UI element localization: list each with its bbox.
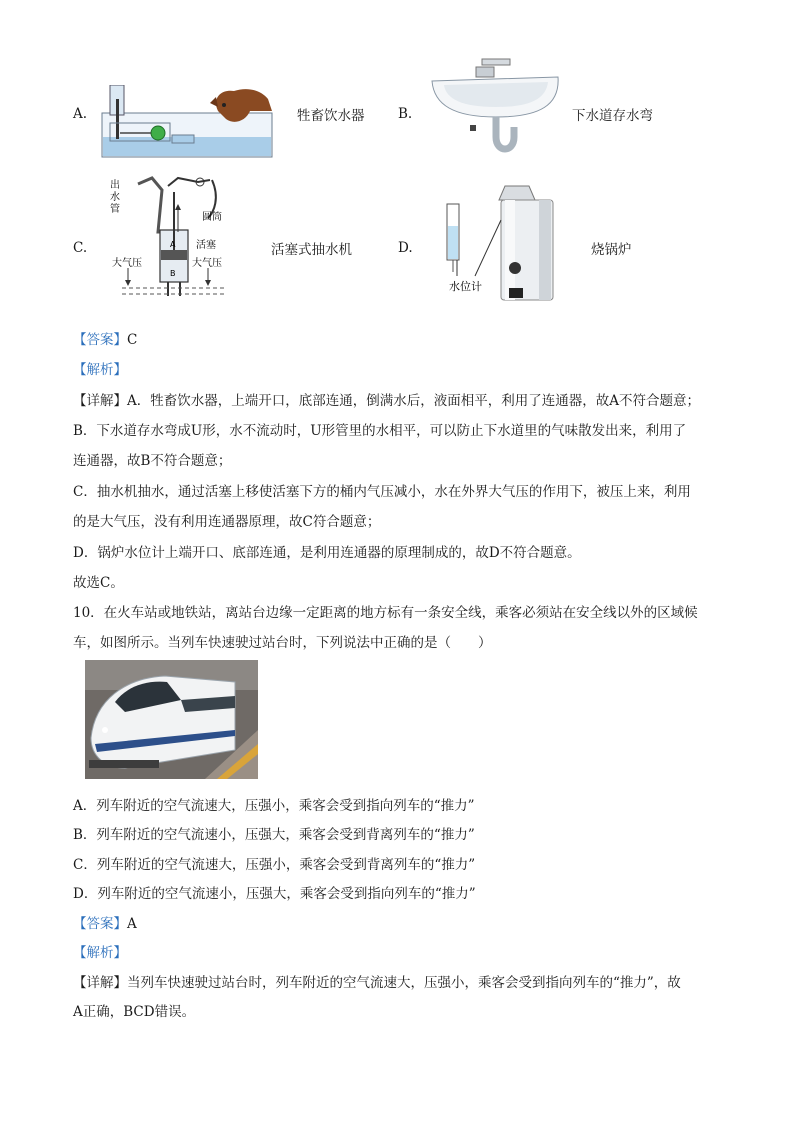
label-atm-right: 大气压: [192, 258, 222, 269]
option-c-letter: C.: [73, 240, 88, 256]
q10-stem-line-1: 10．在火车站或地铁站，离站台边缘一定距离的地方标有一条安全线，乘客必须站在安全线以外的区域候: [73, 605, 698, 621]
q9-analysis-tag: 【解析】: [73, 362, 127, 378]
boiler-figure: [435, 180, 565, 305]
q9-detail-line-6: D．锅炉水位计上端开口、底部连通，是利用连通器的原理制成的，故D不符合题意。: [73, 545, 581, 561]
q10-option-d: D．列车附近的空气流速小，压强大，乘客会受到指向列车的“推力”: [73, 886, 476, 902]
label-valve-b: B: [170, 269, 176, 278]
label-water-gauge: 水位计: [449, 280, 482, 293]
option-d-caption: 烧锅炉: [591, 242, 632, 258]
q10-stem-line-2: 车，如图所示。当列车快速驶过站台时，下列说法中正确的是（ ）: [73, 635, 492, 651]
q10-analysis-tag: 【解析】: [73, 945, 127, 961]
option-a-letter: A.: [73, 106, 88, 122]
q9-detail-line-4: C．抽水机抽水，通过活塞上移使活塞下方的桶内气压减小，水在外界大气压的作用下，被压上来，利用: [73, 484, 691, 500]
label-outlet-3: 管: [110, 204, 120, 215]
label-valve-a: A: [170, 240, 176, 249]
label-outlet-2: 水: [110, 192, 120, 203]
detail-tag: 【详解】: [73, 975, 127, 991]
detail-text: 当列车快速驶过站台时，列车附近的空气流速大，压强小，乘客会受到指向列车的“推力”，故: [127, 975, 681, 991]
option-a-caption: 牲畜饮水器: [297, 108, 365, 124]
q10-option-a: A．列车附近的空气流速大，压强小，乘客会受到指向列车的“推力”: [73, 798, 475, 814]
q9-detail-line-3: 连通器，故B不符合题意；: [73, 453, 232, 469]
answer-value: C: [127, 332, 138, 348]
q10-answer: [73, 914, 137, 934]
label-atm-left: 大气压: [112, 258, 142, 269]
option-b-letter: B.: [398, 106, 413, 122]
train-photo: [85, 660, 258, 779]
q10-option-c: C．列车附近的空气流速大，压强小，乘客会受到背离列车的“推力”: [73, 857, 476, 873]
option-d-letter: D.: [398, 240, 413, 256]
q9-answer: [73, 330, 137, 350]
option-c-caption: 活塞式抽水机: [271, 242, 352, 258]
q9-detail-line-5: 的是大气压，没有利用连通器原理，故C符合题意；: [73, 514, 381, 530]
sink-trap-figure: [430, 55, 565, 163]
detail-text: A．牲畜饮水器，上端开口，底部连通，倒满水后，液面相平，利用了连通器，故A不符合题意；: [127, 393, 700, 409]
answer-value: A: [127, 916, 137, 932]
label-cylinder: 圆筒: [202, 212, 222, 223]
q9-detail-line-2: B．下水道存水弯成U形，水不流动时，U形管里的水相平，可以防止下水道里的气味散发出来，利用了: [73, 423, 687, 439]
q10-detail-line-2: A正确，BCD错误。: [73, 1004, 196, 1020]
piston-pump-figure: [108, 172, 228, 304]
label-piston: 活塞: [196, 240, 216, 251]
livestock-waterer-figure: [100, 85, 275, 160]
detail-tag: 【详解】: [73, 393, 127, 409]
answer-tag: 【答案】: [73, 332, 127, 348]
q10-option-b: B．列车附近的空气流速小，压强大，乘客会受到背离列车的“推力”: [73, 827, 475, 843]
q10-detail-line-1: [73, 973, 681, 993]
label-outlet-1: 出: [110, 180, 120, 191]
option-b-caption: 下水道存水弯: [572, 108, 653, 124]
q9-detail-line-7: 故选C。: [73, 575, 124, 591]
answer-tag: 【答案】: [73, 916, 127, 932]
q9-detail-line-1: [73, 391, 700, 411]
